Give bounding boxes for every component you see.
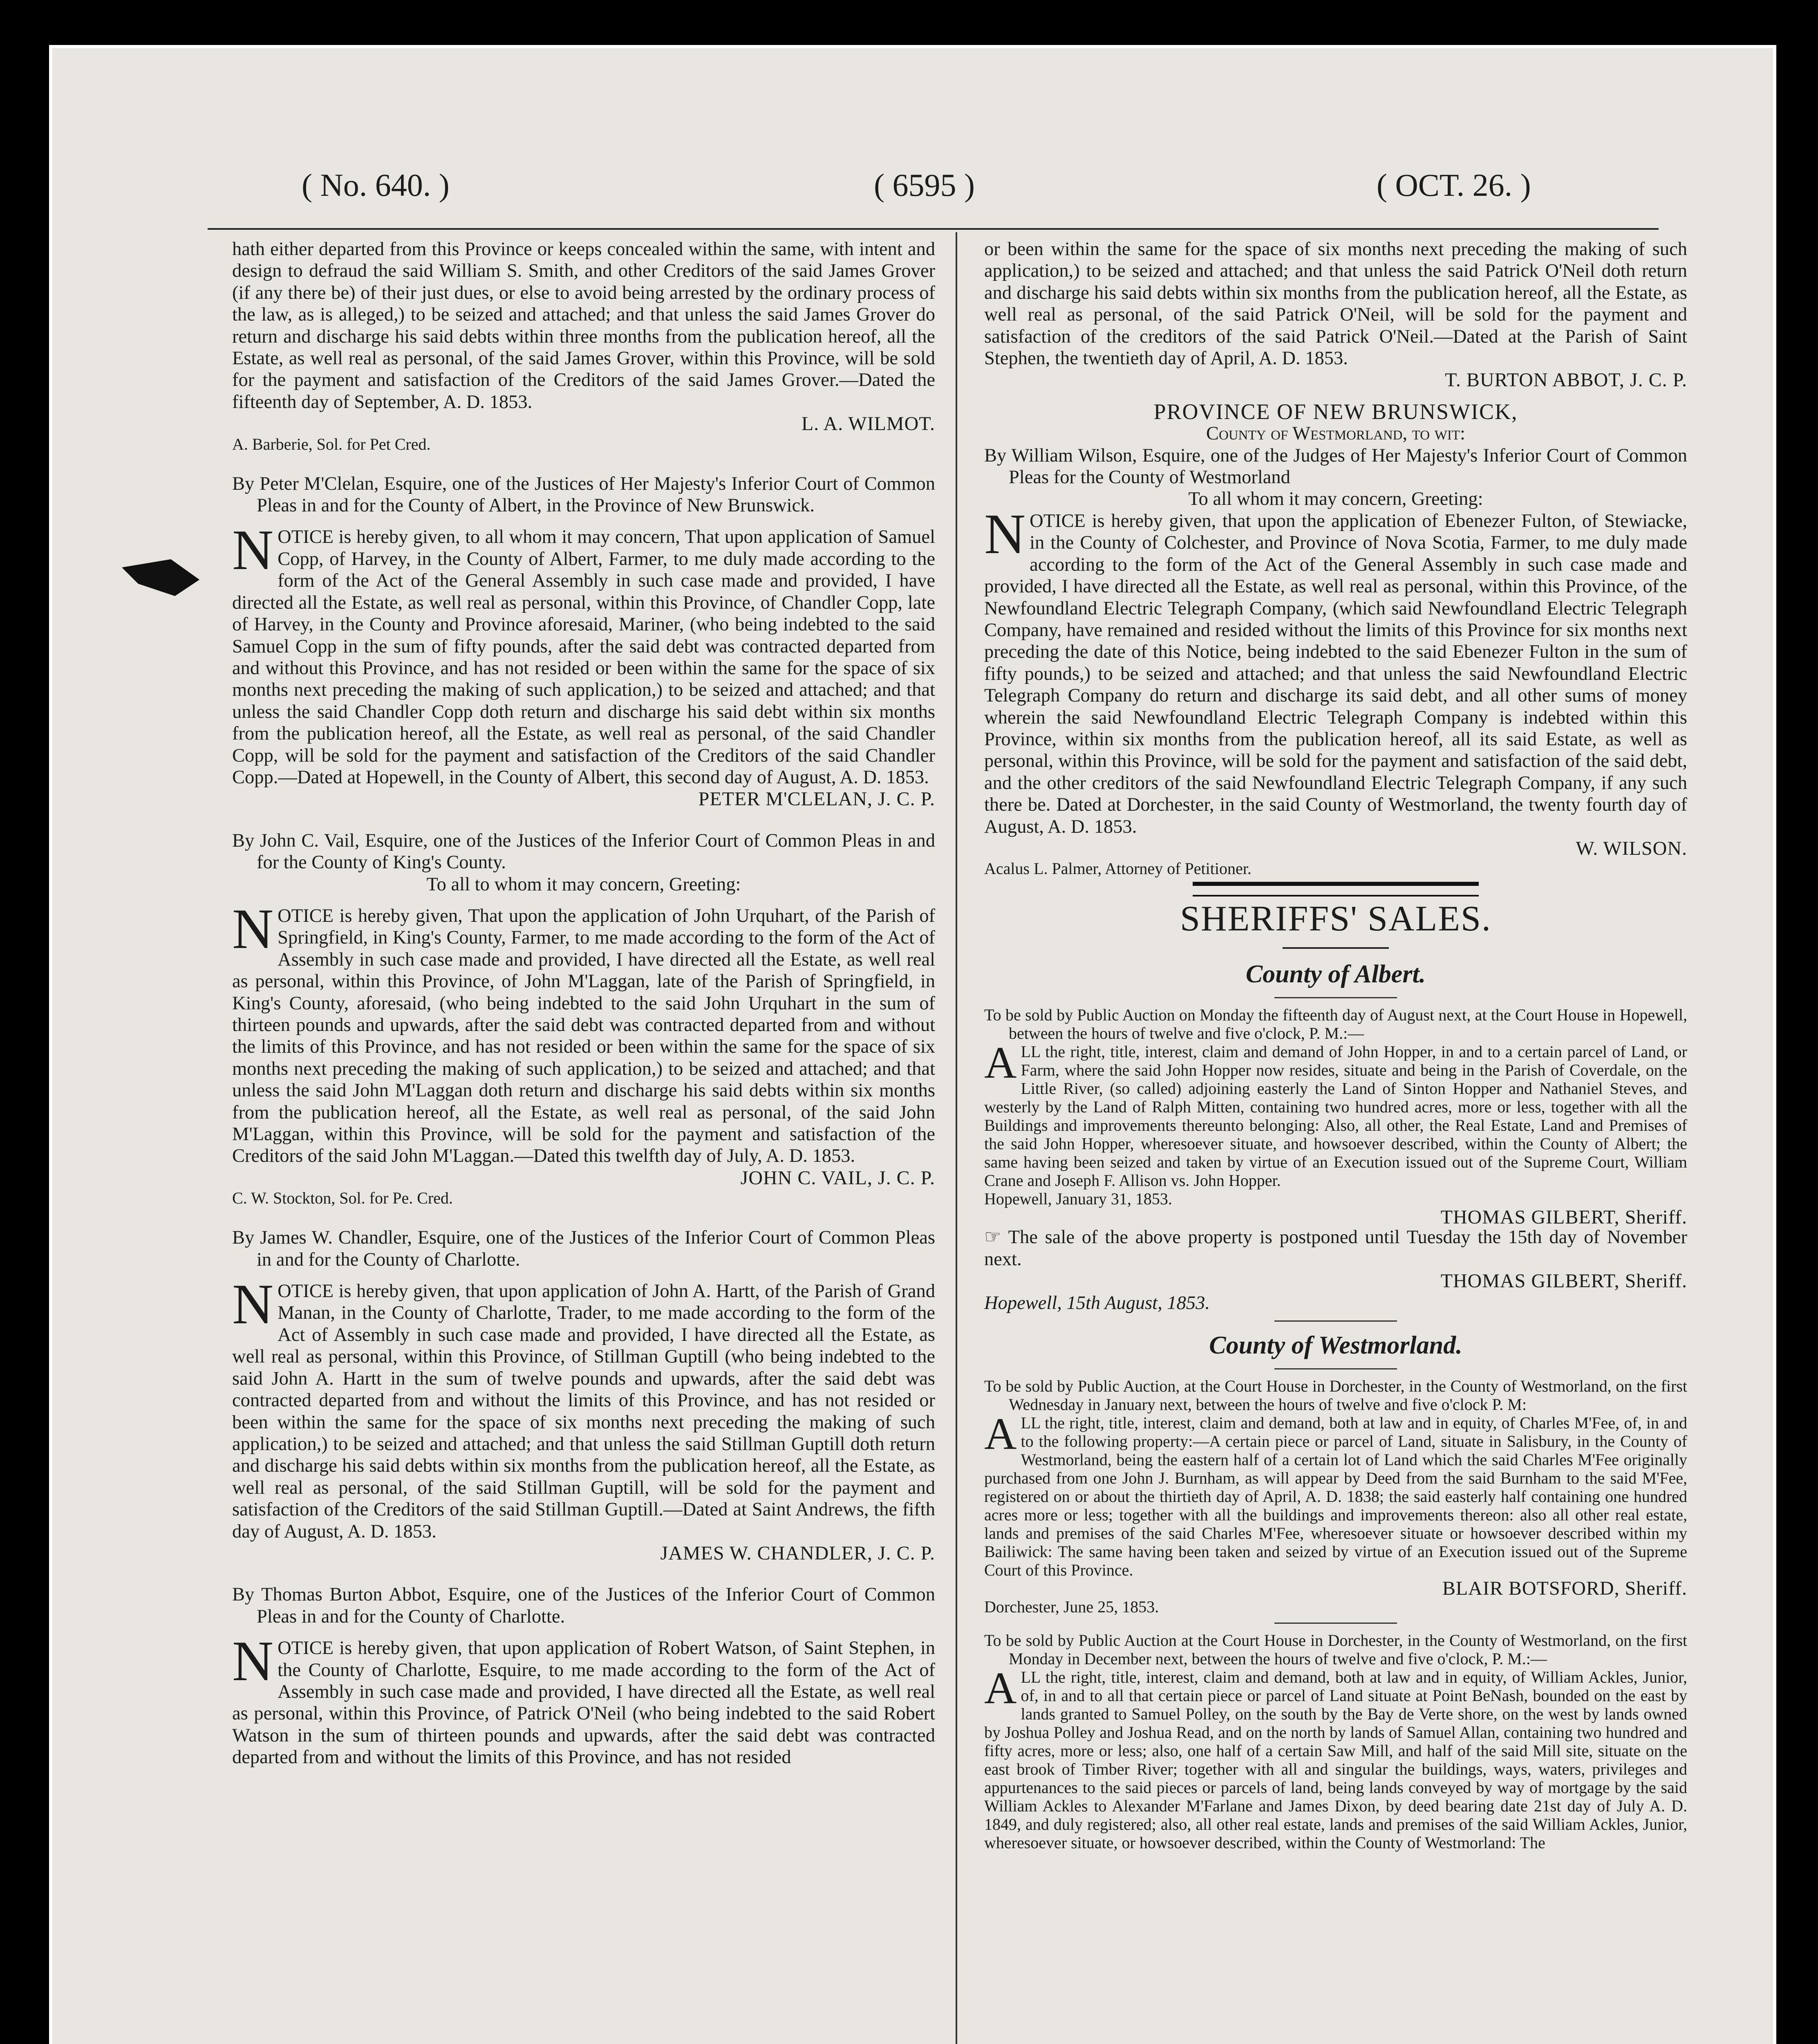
sale-hopper-body: ALL the right, title, interest, claim and demand of John Hopper, in and to a certain parcel of Land, or Farm, where the said John Hopper now resides, situate and being in the Parish of Coverdale, on the Little River, (so called) adjoining easterly the Land of Sinton Hopper and Nathaniel Steves, and westerly by the Land of Ralph Mitten, containing two hundred acres, more or less, together with all the Buildings and improvements thereunto belonging: Also, all other, the Real Estate, Land and Premises of the said John Hopper, wheresoever situate, and howsoever described, within the County of Albert; the same having been seized and taken by virtue of an Execution issued out of the Supreme Court, William Crane and Joseph F. Allison vs. John Hopper. bbox=[984, 1038, 1687, 1190]
attorney-palmer: Acalus L. Palmer, Attorney of Petitioner. bbox=[984, 859, 1252, 878]
right-column bbox=[984, 238, 1687, 1852]
ink-mark-icon bbox=[122, 555, 204, 600]
notice-mcclelan-body: NOTICE is hereby given, to all whom it may concern, That upon application of Samuel Copp, of Harvey, in the County of Albert, Farmer, to me duly made according to the form of the Act of the General Assembly in such case made and provided, I have directed all the Estate, as well real as personal, within this Province, of Chandler Copp, late of Harvey, in the County and Province aforesaid, Mariner, (who being indebted to the said Samuel Copp in the sum of fifty pounds, after the said debt was contracted departed from and without this Province, and has not resided or been within the same for the space of six months next preceding the making of such application,) to be seized and attached; and that unless the said Chandler Copp doth return and discharge his said debt within six months from the publication hereof, all the Estate, as well real as personal, of the said Chandler Copp, will be sold for the payment and satisfaction of the Creditors of the said Chandler Copp.—Dated at Hopewell, in the County of Albert, this second day of August, A. D. 1853. bbox=[232, 518, 935, 788]
header-rule bbox=[208, 228, 1659, 230]
sheriffs-sales-title: SHERIFFS' SALES. bbox=[1180, 899, 1491, 939]
signature-chandler: JAMES W. CHANDLER, J. C. P. bbox=[660, 1542, 935, 1564]
page-content bbox=[208, 167, 1687, 2044]
solicitor-stockton: C. W. Stockton, Sol. for Pe. Cred. bbox=[232, 1189, 453, 1208]
sale-hopper-date: Hopewell, January 31, 1853. bbox=[984, 1190, 1172, 1208]
notice-abbot-body: NOTICE is hereby given, that upon application of Robert Watson, of Saint Stephen, in the County of Charlotte, Esquire, to me made according to the form of the Act of Assembly in such case made and provided, I have directed all the Estate, as well real as personal, within this Province, of Patrick O'Neil (who being indebted to the said Robert Watson in the sum of thirteen pounds and upwards, after the said debt was contracted departed from and without the limits of this Province, and has not resided bbox=[232, 1629, 935, 1768]
drop-cap: N bbox=[232, 518, 274, 582]
sale-mcfee-body: ALL the right, title, interest, claim and demand, both at law and in equity, of Charles M'Fee, of, in and to the following property:—A certain piece or parcel of Land, situate in Salisbury, in the County of Westmorland, being the eastern half of a certain lot of Land which the said Charles M'Fee originally purchased from one John J. Burnham, as will appear by Deed from the said Burnham to the said M'Fee, registered on or about the thirtieth day of April, A. D. 1838; the said easterly half containing one hundred acres more or less; together with all the buildings and improvements thereon: also all other real estate, lands and premises of the said Charles M'Fee, wheresoever situate or howsoever described within my Bailiwick: The same having been taken and seized by virtue of an Execution issued out of the Supreme Court of this Province. bbox=[984, 1409, 1687, 1579]
drop-cap: N bbox=[232, 897, 274, 961]
notice-wilson-greeting: To all whom it may concern, Greeting: bbox=[1188, 489, 1483, 510]
column-divider bbox=[956, 232, 957, 2044]
title-rule bbox=[1283, 947, 1389, 949]
drop-cap: N bbox=[984, 502, 1026, 566]
notice-chandler-intro: By James W. Chandler, Esquire, one of the Justices of the Inferior Court of Common Pleas in and for the County of Charlotte. bbox=[232, 1227, 935, 1270]
notice-vail-body: NOTICE is hereby given, That upon the application of John Urquhart, of the Parish of Springfield, in King's County, Farmer, to me made according to the form of the Act of Assembly in such case made and provided, I have directed all the Estate, as well real as personal, within this Province, of John M'Laggan, late of the Parish of Springfield, in King's County, aforesaid, (who being indebted to the said John Urquhart in the sum of thirteen pounds and upwards, after the said debt was contracted departed from and without the limits of this Province, and has not resided or been within the same for the space of six months next preceding the making of such application,) to be seized and attached; and that unless the said John M'Laggan doth return and discharge his said debts within six months from the publication hereof, all the Estate, as well real as personal, of the said John M'Laggan, within this Province, will be sold for the payment and satisfaction of the Creditors of the said John M'Laggan.—Dated this twelfth day of July, A. D. 1853. bbox=[232, 897, 935, 1167]
sale-hopper-date-2: Hopewell, 15th August, 1853. bbox=[984, 1292, 1210, 1313]
signature-gilbert-2: THOMAS GILBERT, Sheriff. bbox=[1440, 1270, 1687, 1292]
notice-chandler-body: NOTICE is hereby given, that upon application of John A. Hartt, of the Parish of Grand Manan, in the County of Charlotte, Trader, to me made according to the form of the Act of Assembly in such case made and provided, I have directed all the Estate, as well real as personal, within this Province, of Stillman Guptill (who being indebted to the said John A. Hartt in the sum of twelve pounds and upwards, after the said debt was contracted departed from and without the limits of this Province, and has not resided or been within the same for the space of six months next preceding the making of such application,) to be seized and attached; and that unless the said Stillman Guptill doth return and discharge his said debts within six months from the publication hereof, all the Estate, as well real as personal, of the said Stillman Guptill, will be sold for the payment and satisfaction of the Creditors of the said Stillman Guptill.—Dated at Saint Andrews, the fifth day of August, A. D. 1853. bbox=[232, 1273, 935, 1542]
sale-ackles-body: ALL the right, title, interest, claim and demand, both at law and in equity, of William Ackles, Junior, of, in and to all that certain piece or parcel of Land situate at Point BeNash, bounded on the east by lands granted to Samuel Polley, on the south by the Bay de Verte shore, on the west by lands owned by Joshua Polley and Joshua Read, and on the north by lands of Samuel Allan, containing two hundred and fifty acres, more or less; also, one half of a certain Saw Mill, and half of the said Mill site, situate on the east brook of Timber River; together with all and singular the buildings, ways, waters, privileges and appurtenances to the said pieces or parcels of land, being lands conveyed by way of mortgage by the said William Ackles to Alexander M'Farlane and James Dixon, by deed bearing date 21st day of July A. D. 1849, and duly registered; also, all other real estate, lands and premises of the said William Ackles, Junior, wheresoever situate, or howsoever described, within the County of Westmorland: The bbox=[984, 1663, 1687, 1852]
notice-mcclelan-intro: By Peter M'Clelan, Esquire, one of the Justices of Her Majesty's Inferior Court of Common Pleas in and for the County of Albert, in the Province of New Brunswick. bbox=[232, 473, 935, 516]
sale-ackles-intro: To be sold by Public Auction at the Court House in Dorchester, in the County of Westmorland, on the first Monday in December next, between the hours of twelve and five o'clock, P. M.:— bbox=[984, 1631, 1687, 1668]
drop-cap: A bbox=[984, 1409, 1017, 1459]
county-heading: County of Westmorland, to wit: bbox=[1206, 423, 1465, 444]
signature-botsford: BLAIR BOTSFORD, Sheriff. bbox=[1442, 1578, 1687, 1599]
issue-date: ( OCT. 26. ) bbox=[1377, 167, 1531, 203]
drop-cap: N bbox=[232, 1629, 274, 1693]
notice-wilson-body: NOTICE is hereby given, that upon the application of Ebenezer Fulton, of Stewiacke, in the County of Colchester, and Province of Nova Scotia, Farmer, to me duly made according to the form of the Act of the General Assembly in such case made and provided, I have directed all the Estate, as well real as personal, within this Province, of the Newfoundland Electric Telegraph Company, (which said Newfoundland Electric Telegraph Company, have remained and resided without the limits of this Province for six months next preceding the date of this Notice, being indebted to the said Ebenezer Fulton in the sum of fifty pounds,) to be seized and attached; and that unless the said Newfoundland Electric Telegraph Company do return and discharge its said debt, and all other sums of money wherein the said Newfoundland Electric Telegraph Company is indebted within this Province, within six months from the publication hereof, all its said Estate, as well as personal, within this Province, will be sold for the payment and satisfaction of the said debt, and the other creditors of the said Newfoundland Electric Telegraph Company, if any such there be. Dated at Dorchester, in the said County of Westmorland, the twenty fourth day of August, A. D. 1853. bbox=[984, 502, 1687, 837]
province-heading: PROVINCE OF NEW BRUNSWICK, bbox=[1153, 399, 1518, 424]
notice-abbot-intro: By Thomas Burton Abbot, Esquire, one of the Justices of the Inferior Court of Common Pleas in and for the County of Charlotte. bbox=[232, 1584, 935, 1627]
notice-abbot-continuation: or been within the same for the space of six months next preceding the making of such application,) to be seized and attached; and that unless the said Patrick O'Neil doth return and discharge his said debts within six months from the publication hereof, all the Estate, as well real as personal, of the said Patrick O'Neil, will be sold for the payment and satisfaction of the creditors of the said Patrick O'Neil.—Dated at the Parish of Saint Stephen, the twentieth day of April, A. D. 1853. bbox=[984, 239, 1687, 369]
ornamental-rule bbox=[1193, 882, 1479, 896]
signature-gilbert: THOMAS GILBERT, Sheriff. bbox=[1440, 1206, 1687, 1228]
drop-cap: A bbox=[984, 1038, 1017, 1088]
newspaper-sheet bbox=[49, 45, 1776, 2044]
signature-vail: JOHN C. VAIL, J. C. P. bbox=[740, 1167, 935, 1189]
notice-vail-greeting: To all to whom it may concern, Greeting: bbox=[426, 874, 741, 895]
drop-cap: A bbox=[984, 1663, 1017, 1713]
section-rule bbox=[1274, 1320, 1397, 1322]
section-rule bbox=[1274, 1623, 1397, 1624]
signature-abbot: T. BURTON ABBOT, J. C. P. bbox=[1445, 369, 1687, 391]
notice-wilson-intro: By William Wilson, Esquire, one of the Judges of Her Majesty's Inferior Court of Common Pleas for the County of Westmorland bbox=[984, 445, 1687, 488]
drop-cap: N bbox=[232, 1273, 274, 1336]
signature-wilson: W. WILSON. bbox=[1576, 837, 1687, 859]
notice-continuation: hath either departed from this Province or keeps concealed within the same, with intent and design to defraud the said William S. Smith, and other Creditors of the said James Grover (if any there be) of their just dues, or else to avoid being arrested by the ordinary process of the law, as is alleged,) to be seized and attached; and that unless the said James Grover do return and discharge his said debts within three months from the publication hereof, all the Estate, as well real as personal, of the said James Grover, within this Province, will be sold for the payment and satisfaction of the Creditors of the said James Grover.—Dated the fifteenth day of September, A. D. 1853. bbox=[232, 239, 935, 412]
county-westmorland-heading: County of Westmorland. bbox=[1209, 1331, 1462, 1359]
sale-hopper-postponed: ☞ The sale of the above property is postponed until Tuesday the 15th day of November next. bbox=[984, 1227, 1687, 1270]
county-albert-heading: County of Albert. bbox=[1245, 960, 1426, 988]
solicitor-barberie: A. Barberie, Sol. for Pet Cred. bbox=[232, 435, 431, 453]
issue-number: ( No. 640. ) bbox=[302, 167, 450, 203]
left-column bbox=[232, 238, 935, 1768]
page-header bbox=[208, 167, 1659, 212]
sale-mcfee-intro: To be sold by Public Auction, at the Court House in Dorchester, in the County of Westmorland, on the first Wednesday in January next, between the hours of twelve and five o'clock P. M: bbox=[984, 1377, 1687, 1414]
notice-vail-intro: By John C. Vail, Esquire, one of the Justices of the Inferior Court of Common Pleas in and for the County of King's County. bbox=[232, 830, 935, 873]
pointing-hand-icon: ☞ bbox=[984, 1227, 1008, 1248]
heading-rule bbox=[1274, 997, 1397, 998]
signature-mcclelan: PETER M'CLELAN, J. C. P. bbox=[698, 788, 935, 810]
sale-hopper-intro: To be sold by Public Auction on Monday the fifteenth day of August next, at the Court House in Hopewell, between the hours of twelve and five o'clock, P. M.:— bbox=[984, 1006, 1687, 1043]
sale-mcfee-date: Dorchester, June 25, 1853. bbox=[984, 1598, 1159, 1616]
heading-rule bbox=[1274, 1368, 1397, 1369]
page-number: ( 6595 ) bbox=[874, 167, 975, 203]
signature-wilmot: L. A. WILMOT. bbox=[801, 413, 935, 435]
